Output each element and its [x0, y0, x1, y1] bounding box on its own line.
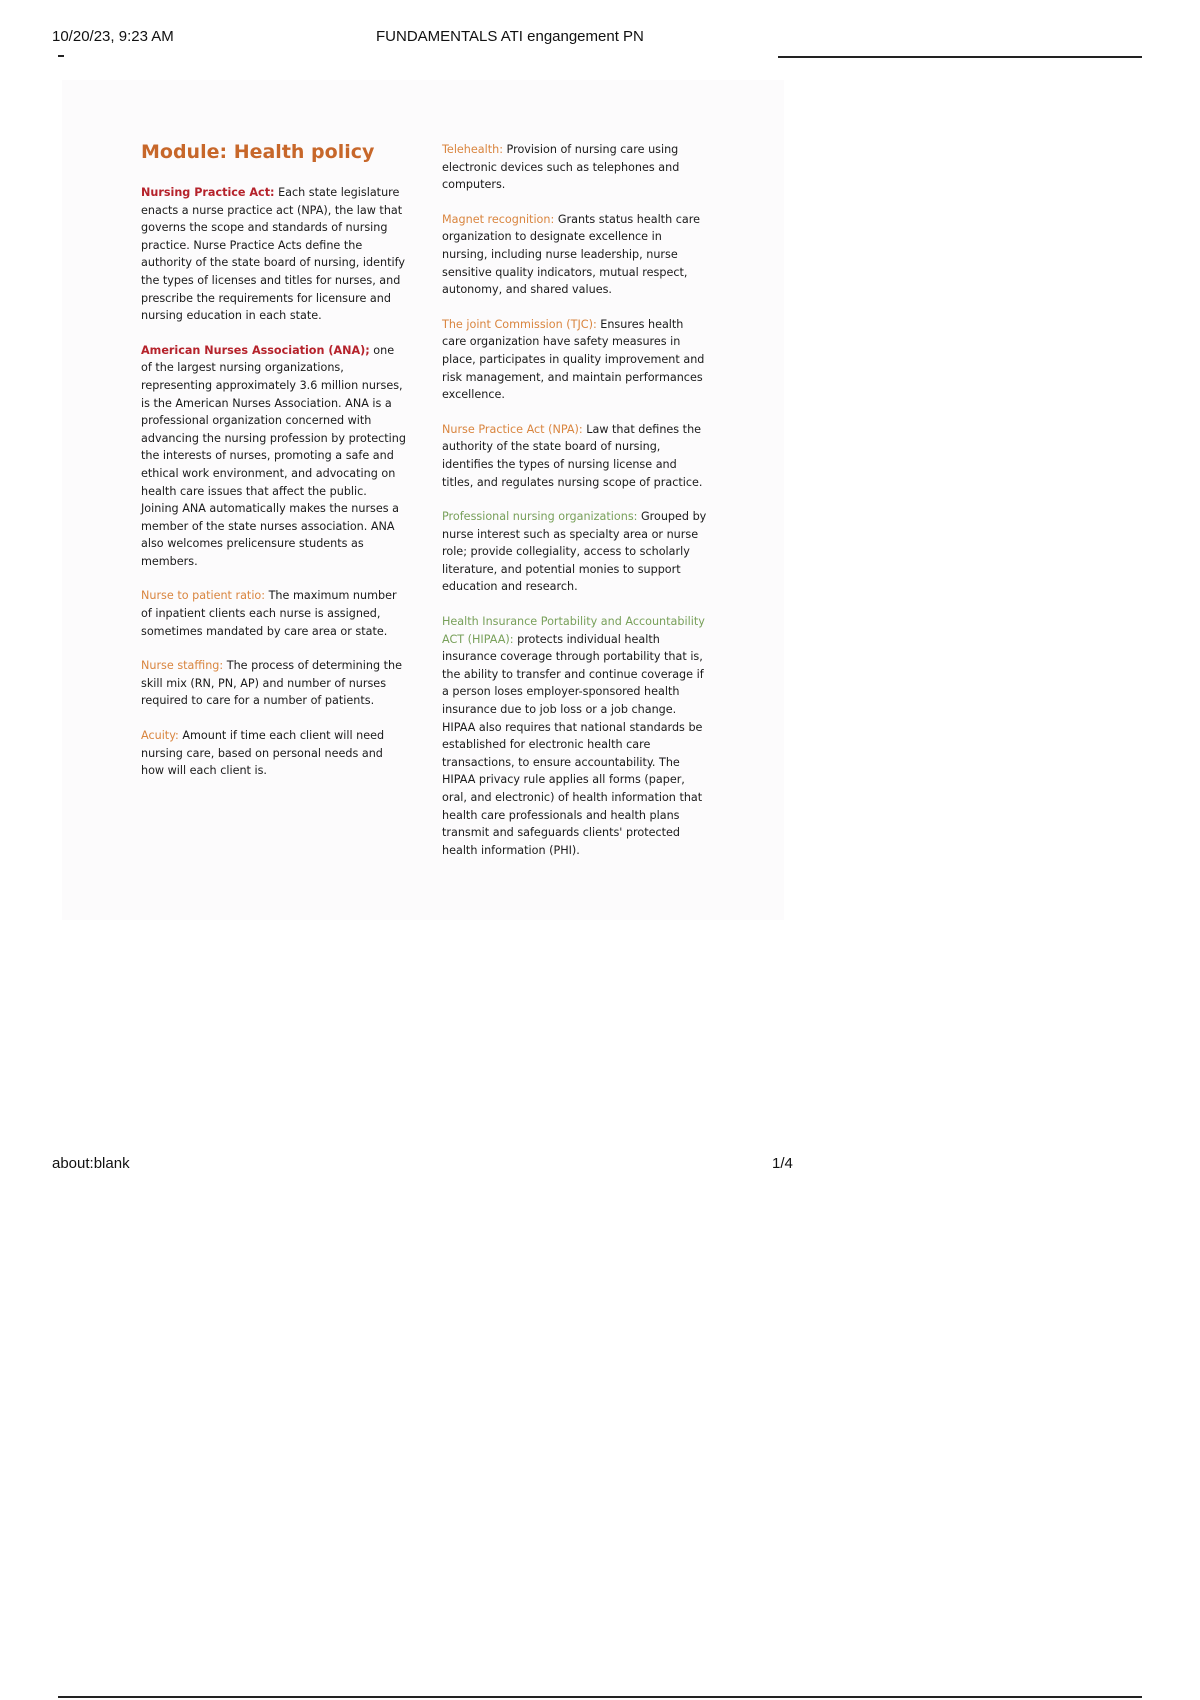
entry-term: Professional nursing organizations:	[442, 510, 638, 524]
entry-term: Nursing Practice Act:	[141, 186, 275, 199]
entry-term: Nurse to patient ratio:	[141, 589, 266, 603]
entry-body: one of the largest nursing organizations, representing approximately 3.6 million nurses, is the American Nurses Association. ANA is a professional organization concerned with advancing the nursing profession by protecting the interests of nurses, promoting a safe and ethical work environment, and advocating on health care issues that affect the public. Joining ANA automatically makes the nurses a member of the state nurses association. ANA also welcomes prelicensure students as members.	[141, 343, 406, 568]
page-bottom-divider	[58, 1696, 1142, 1698]
entry-magnet-recognition	[442, 211, 708, 299]
entry-ana	[141, 342, 407, 571]
entry-joint-commission	[442, 316, 708, 404]
entry-body: Grouped by nurse interest such as specialty area or nurse role; provide collegiality, access to scholarly literature, and potential monies to support education and research.	[442, 510, 707, 594]
entry-telehealth	[442, 141, 708, 194]
entry-professional-nursing-organizations	[442, 508, 708, 596]
entry-body: The maximum number of inpatient clients each nurse is assigned, sometimes mandated by care area or state.	[141, 589, 397, 638]
entry-nursing-practice-act	[141, 184, 407, 325]
entry-nurse-to-patient-ratio	[141, 587, 407, 640]
entry-hipaa	[442, 613, 708, 859]
entry-term: Acuity:	[141, 729, 179, 743]
print-footer-page-number: 1/4	[772, 1155, 793, 1172]
entry-body: Grants status health care organization to designate excellence in nursing, including nurse leadership, nurse sensitive quality indicators, mutual respect, autonomy, and shared values.	[442, 212, 700, 297]
entry-body: Amount if time each client will need nursing care, based on personal needs and how will each client is.	[141, 729, 385, 778]
entry-acuity	[141, 727, 407, 780]
entry-body: Provision of nursing care using electronic devices such as telephones and computers.	[442, 143, 680, 192]
entry-body: Ensures health care organization have safety measures in place, participates in quality improvement and risk management, and maintain performances excellence.	[442, 317, 705, 402]
entry-body: protects individual health insurance coverage through portability that is, the ability to transfer and continue coverage if a person loses employer-sponsored health insurance due to job loss or a job change. HIPAA also requires that national standards be established for electronic health care transactions, to ensure accountability. The HIPAA privacy rule applies all forms (paper, oral, and electronic) of health information that health care professionals and health plans transmit and safeguards clients' protected health information (PHI).	[442, 632, 704, 857]
entry-term: The joint Commission (TJC):	[442, 317, 597, 331]
entry-term: Telehealth:	[442, 143, 503, 156]
print-footer-url: about:blank	[52, 1155, 130, 1172]
header-divider	[778, 56, 1142, 58]
entry-nurse-practice-act-npa	[442, 421, 708, 491]
entry-nurse-staffing	[141, 657, 407, 710]
module-title: Module: Health policy	[141, 141, 375, 163]
entry-body: Each state legislature enacts a nurse practice act (NPA), the law that governs the scope and standards of nursing practice. Nurse Practice Acts define the authority of the state board of nursing, identify the types of licenses and titles for nurses, and prescribe the requirements for licensure and nursing education in each state.	[141, 186, 405, 323]
entry-body: Law that defines the authority of the state board of nursing, identifies the types of nursing license and titles, and regulates nursing scope of practice.	[442, 422, 703, 489]
entry-term: Magnet recognition:	[442, 212, 555, 226]
entry-term: Health Insurance Portability and Accountability ACT (HIPAA):	[442, 615, 705, 646]
right-column	[442, 141, 708, 876]
entry-term: American Nurses Association (ANA);	[141, 343, 370, 357]
print-header-title: FUNDAMENTALS ATI engangement PN	[376, 28, 644, 45]
entry-term: Nurse Practice Act (NPA):	[442, 422, 583, 436]
left-column	[141, 140, 407, 797]
header-divider-tick	[58, 55, 64, 57]
entry-term: Nurse staffing:	[141, 659, 224, 673]
entry-body: The process of determining the skill mix (RN, PN, AP) and number of nurses required to care for a number of patients.	[141, 659, 402, 708]
print-header-datetime: 10/20/23, 9:23 AM	[52, 28, 174, 45]
